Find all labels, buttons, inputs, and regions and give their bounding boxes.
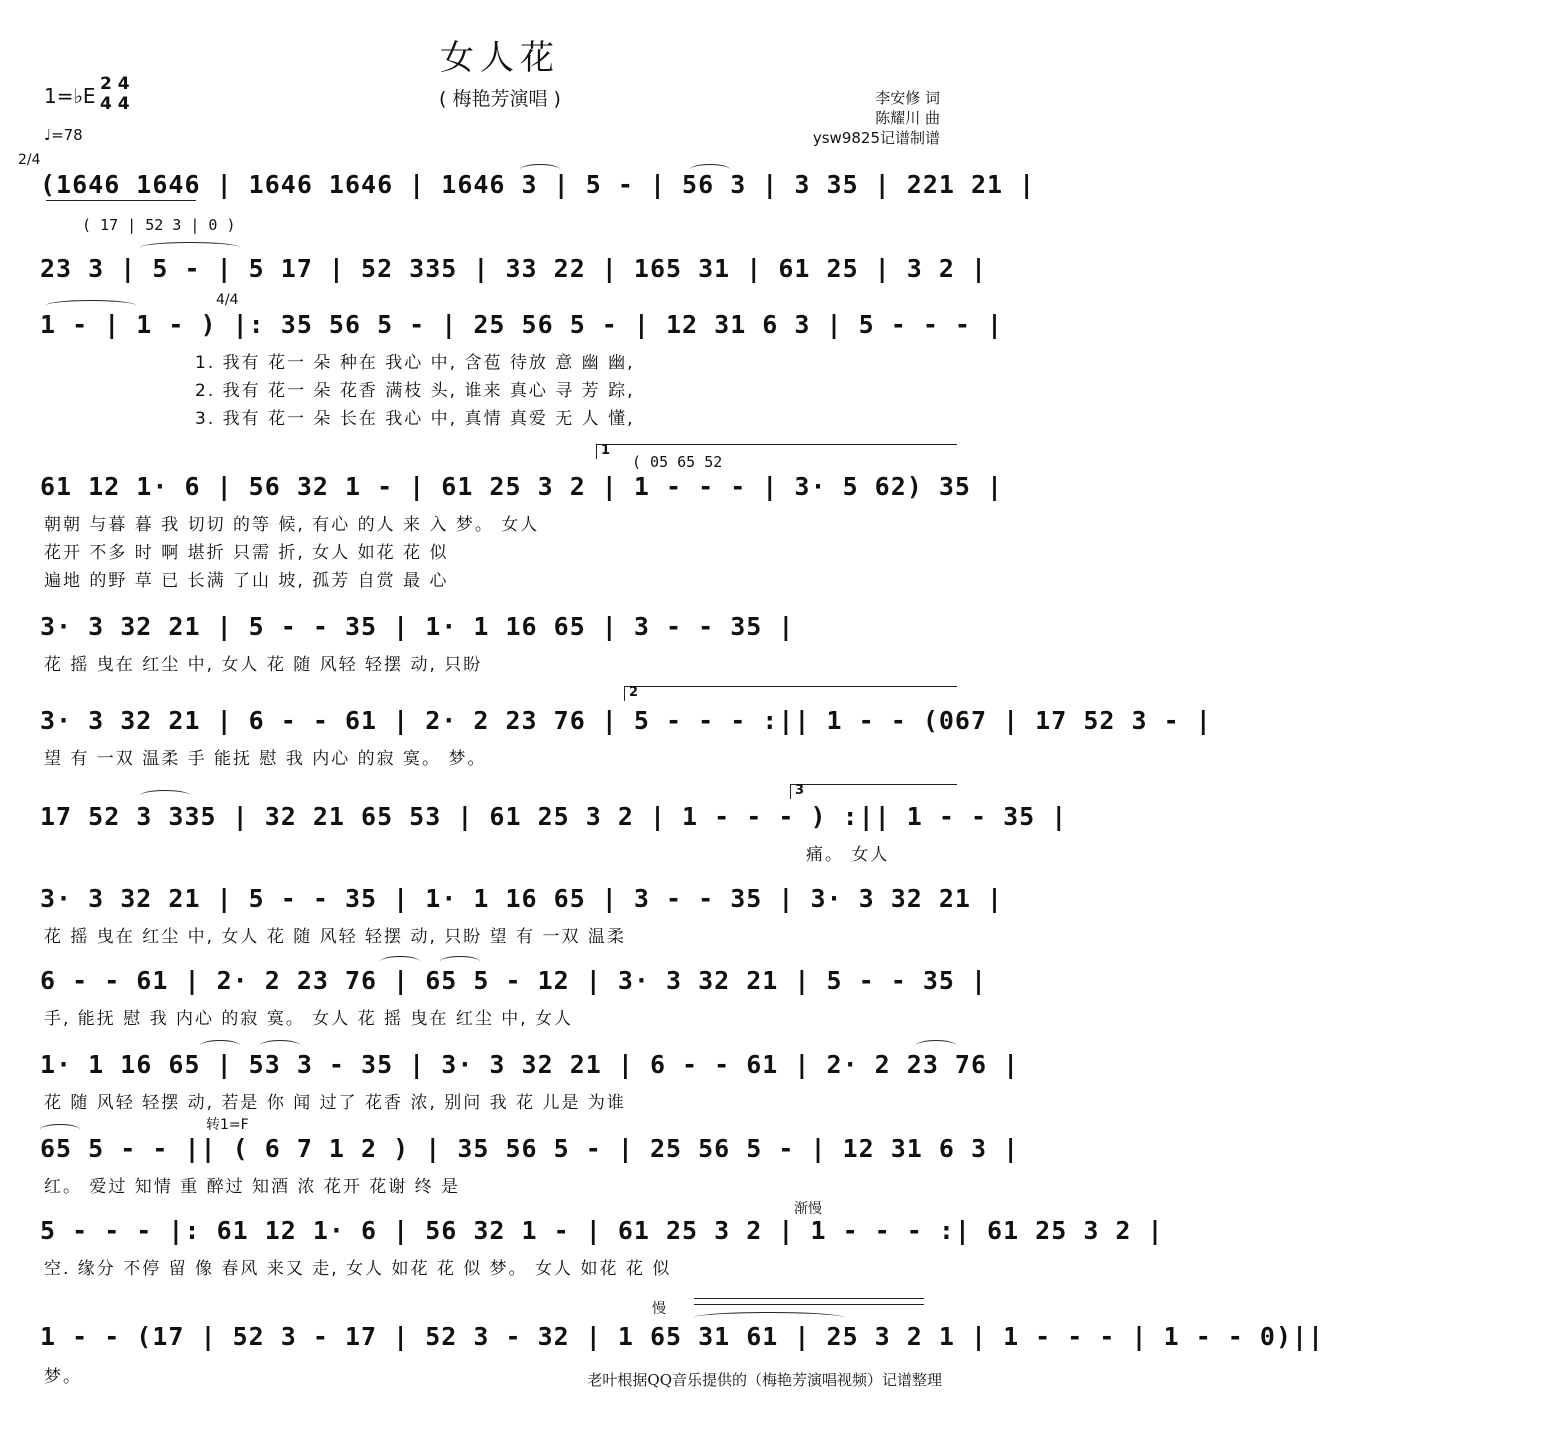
volta-bracket-3 [790,784,957,799]
time-signature-4-4: 4/4 [216,292,239,308]
score-line-13: 1 - - (17 | 52 3 - 17 | 52 3 - 32 | 1 65 31 61 | 25 3 2 1 | 1 - - - | 1 - - 0)|| [40,1322,1325,1351]
ritardando-line [694,1298,924,1299]
modulation-mark: 转1=F [206,1117,249,1133]
line-12-lyric: 空. 缘分 不停 留 像 春风 来又 走, 女人 如花 花 似 梦。 女人 如花 花 似 [44,1259,672,1279]
line-11-lyric: 红。 爱过 知情 重 醉过 知酒 浓 花开 花谢 终 是 [44,1177,461,1197]
line-5-lyric: 花 摇 曳在 红尘 中, 女人 花 随 风轻 轻摆 动, 只盼 [44,655,483,675]
volta-2-number: 2 [629,685,639,700]
tie-arc [380,956,420,967]
score-line-7: 17 52 3 335 | 32 21 65 53 | 61 25 3 2 | 1 - - - ) :|| 1 - - 35 | [40,802,1068,831]
line-4-lyric-3: 遍地 的野 草 已 长满 了山 坡, 孤芳 自赏 最 心 [44,571,449,591]
lyricist: 李安修 词 [875,89,940,107]
composer: 陈耀川 曲 [875,109,940,127]
tie-arc [260,1040,300,1051]
time-signature [100,74,144,114]
score-line-8: 3· 3 32 21 | 5 - - 35 | 1· 1 16 65 | 3 - - 35 | 3· 3 32 21 | [40,884,1004,913]
tie-arc [40,1124,80,1135]
line-4-lyric-2: 花开 不多 时 啊 堪折 只需 折, 女人 如花 花 似 [44,543,449,563]
tempo-mark: ♩=78 [44,126,83,144]
beam-line [46,200,196,201]
key-signature: 1=♭E [44,84,96,108]
tie-arc [916,1040,956,1051]
time-signature-bottom: 4 4 [100,94,130,114]
score-line-1: (1646 1646 | 1646 1646 | 1646 3 | 5 - | 56 3 | 3 35 | 221 21 | [40,170,1036,199]
score-line-6: 3· 3 32 21 | 6 - - 61 | 2· 2 23 76 | 5 - - - :|| 1 - - (067 | 17 52 3 - | [40,706,1212,735]
line-13-lyric: 梦。 [44,1367,82,1387]
tie-arc [690,164,730,175]
tie-arc [200,1040,240,1051]
volta-bracket-2 [624,686,957,701]
page-subtitle: ( 梅艳芳演唱 ) [439,88,561,110]
transcription-note: 老叶根据QQ音乐提供的（梅艳芳演唱视频）记谱整理 [587,1371,942,1389]
volta-1-number: 1 [601,443,611,458]
score-line-2: 23 3 | 5 - | 5 17 | 52 335 | 33 22 | 165 31 | 61 25 | 3 2 | [40,254,988,283]
score-line-4-small: ( 05 65 52 [632,453,723,471]
credits [813,88,940,148]
verse-2: 2. 我有 花一 朵 花香 满枝 头, 谁来 真心 寻 芳 踪, [195,381,635,401]
score-line-4: 61 12 1· 6 | 56 32 1 - | 61 25 3 2 | 1 - - - | 3· 5 62) 35 | [40,472,1004,501]
score-line-1-small: ( 17 | 52 3 | 0 ) [82,216,236,234]
tie-arc [520,164,560,175]
page-title: 女人花 [440,38,560,78]
verse-3: 3. 我有 花一 朵 长在 我心 中, 真情 真爱 无 人 懂, [195,409,635,429]
score-line-12: 5 - - - |: 61 12 1· 6 | 56 32 1 - | 61 25 3 2 | 1 - - - :| 61 25 3 2 | [40,1216,1164,1245]
score-line-10: 1· 1 16 65 | 53 3 - 35 | 3· 3 32 21 | 6 - - 61 | 2· 2 23 76 | [40,1050,1020,1079]
verse-1: 1. 我有 花一 朵 种在 我心 中, 含苞 待放 意 幽 幽, [195,353,635,373]
score-line-9: 6 - - 61 | 2· 2 23 76 | 65 5 - 12 | 3· 3 32 21 | 5 - - 35 | [40,966,988,995]
time-signature-2-4: 2/4 [18,152,41,168]
score-line-3: 1 - | 1 - ) |: 35 56 5 - | 25 56 5 - | 12 31 6 3 | 5 - - - | [40,310,1004,339]
tie-arc [140,242,240,253]
tempo-slow: 慢 [652,1301,666,1317]
line-8-lyric: 花 摇 曳在 红尘 中, 女人 花 随 风轻 轻摆 动, 只盼 望 有 一双 温柔 [44,927,626,947]
volta-3-number: 3 [795,783,805,798]
score-line-5: 3· 3 32 21 | 5 - - 35 | 1· 1 16 65 | 3 - - 35 | [40,612,795,641]
line-9-lyric: 手, 能抚 慰 我 内心 的寂 寞。 女人 花 摇 曳在 红尘 中, 女人 [44,1009,574,1029]
line-7-lyric: 痛。 女人 [806,845,890,865]
tie-arc [440,956,480,967]
score-line-11: 65 5 - - || ( 6 7 1 2 ) | 35 56 5 - | 25 56 5 - | 12 31 6 3 | [40,1134,1020,1163]
tie-arc [140,790,190,801]
line-6-lyric: 望 有 一双 温柔 手 能抚 慰 我 内心 的寂 寞。 梦。 [44,749,487,769]
line-4-lyric-1: 朝朝 与暮 暮 我 切切 的等 候, 有心 的人 来 入 梦。 女人 [44,515,540,535]
ritardando-line [694,1304,924,1305]
tempo-gradually-slower: 渐慢 [794,1201,822,1217]
line-10-lyric: 花 随 风轻 轻摆 动, 若是 你 闻 过了 花香 浓, 别问 我 花 儿是 为谁 [44,1093,626,1113]
time-signature-top: 2 4 [100,74,130,94]
transcriber: ysw9825记谱制谱 [812,129,940,147]
